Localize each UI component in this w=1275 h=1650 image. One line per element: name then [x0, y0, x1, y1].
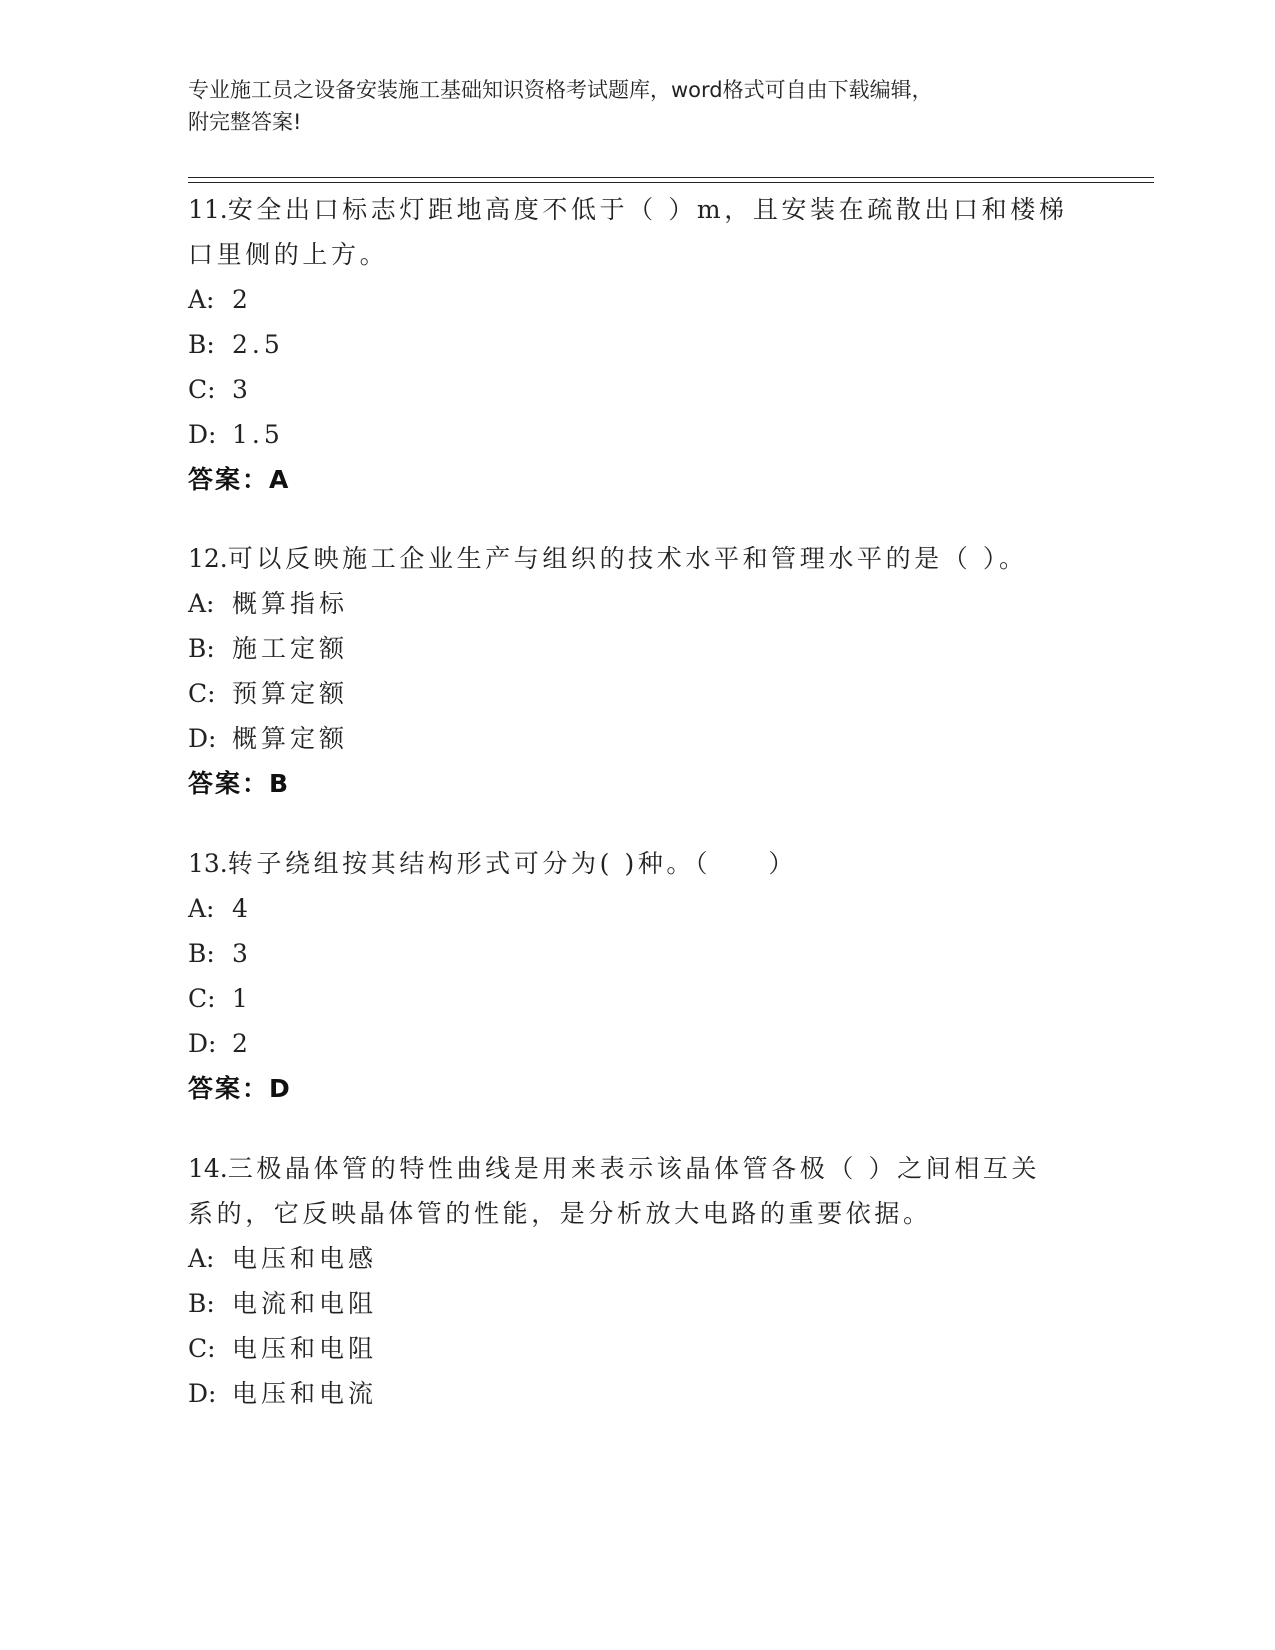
option-a	[188, 277, 1088, 322]
answer-value: A	[269, 465, 289, 494]
option-value: 1	[232, 984, 252, 1013]
option-label: C:	[188, 375, 216, 404]
option-a	[188, 581, 1088, 626]
option-value: 概算指标	[232, 589, 349, 618]
question-number: 12.	[188, 544, 228, 573]
header-line: 附完整答案!	[188, 110, 302, 134]
question-11	[188, 187, 1088, 502]
question-number: 14.	[188, 1154, 228, 1183]
option-value: 电压和电流	[232, 1379, 378, 1408]
question-number: 11.	[188, 195, 228, 224]
option-label: B:	[188, 330, 215, 359]
option-value: 3	[232, 939, 252, 968]
option-a	[188, 1236, 1088, 1281]
answer-value: D	[269, 1074, 290, 1103]
question-text-line: 安全出口标志灯距地高度不低于（ ）m，且安装在疏散出口和楼梯	[227, 195, 1068, 224]
question-text-line: 三极晶体管的特性曲线是用来表示该晶体管各极（ ）之间相互关	[227, 1154, 1041, 1183]
answer-label: 答案：	[188, 465, 270, 494]
document-header	[188, 74, 1068, 138]
option-d	[188, 1021, 1088, 1066]
option-c	[188, 671, 1088, 716]
option-value: 3	[232, 375, 252, 404]
header-divider	[188, 182, 1154, 183]
option-label: B:	[188, 634, 215, 663]
option-value: 电压和电阻	[232, 1334, 378, 1363]
option-label: D:	[188, 724, 217, 753]
question-text-line: 系的，它反映晶体管的性能，是分析放大电路的重要依据。	[188, 1199, 932, 1228]
question-text-line: 可以反映施工企业生产与组织的技术水平和管理水平的是（ ）。	[227, 544, 1028, 573]
option-value: 电流和电阻	[232, 1289, 378, 1318]
answer	[188, 1066, 1088, 1111]
option-label: D:	[188, 1029, 217, 1058]
answer	[188, 457, 1088, 502]
option-a	[188, 886, 1088, 931]
question-text-line: 转子绕组按其结构形式可分为( )种。（ ）	[227, 849, 797, 878]
option-c	[188, 367, 1088, 412]
option-label: B:	[188, 939, 215, 968]
option-label: A:	[188, 1244, 215, 1273]
option-value: 2	[232, 1029, 252, 1058]
option-label: B:	[188, 1289, 215, 1318]
option-label: A:	[188, 589, 215, 618]
option-c	[188, 1326, 1088, 1371]
header-line: 专业施工员之设备安装施工基础知识资格考试题库，word格式可自由下载编辑，	[188, 78, 933, 102]
option-b	[188, 626, 1088, 671]
option-label: C:	[188, 984, 216, 1013]
option-label: A:	[188, 894, 215, 923]
option-value: 电压和电感	[232, 1244, 378, 1273]
option-label: C:	[188, 679, 216, 708]
option-b	[188, 1281, 1088, 1326]
option-value: 概算定额	[232, 724, 349, 753]
answer-label: 答案：	[188, 769, 270, 798]
question-text	[188, 841, 1088, 886]
option-label: D:	[188, 1379, 217, 1408]
option-b	[188, 931, 1088, 976]
question-number: 13.	[188, 849, 228, 878]
option-d	[188, 716, 1088, 761]
option-label: C:	[188, 1334, 216, 1363]
option-value: 4	[232, 894, 252, 923]
question-text-line: 口里侧的上方。	[188, 240, 389, 269]
option-value: 2	[232, 285, 252, 314]
answer	[188, 761, 1088, 806]
question-text	[188, 536, 1088, 581]
option-label: D:	[188, 420, 217, 449]
option-label: A:	[188, 285, 215, 314]
option-d	[188, 412, 1088, 457]
answer-value: B	[269, 769, 289, 798]
option-c	[188, 976, 1088, 1021]
question-13	[188, 841, 1088, 1111]
question-text	[188, 1146, 1088, 1191]
question-12	[188, 536, 1088, 806]
option-value: 1.5	[232, 420, 284, 449]
option-value: 预算定额	[232, 679, 349, 708]
option-b	[188, 322, 1088, 367]
question-text	[188, 187, 1088, 232]
option-value: 2.5	[232, 330, 284, 359]
question-14	[188, 1146, 1088, 1416]
header-divider	[188, 177, 1154, 178]
answer-label: 答案：	[188, 1074, 270, 1103]
option-d	[188, 1371, 1088, 1416]
option-value: 施工定额	[232, 634, 349, 663]
